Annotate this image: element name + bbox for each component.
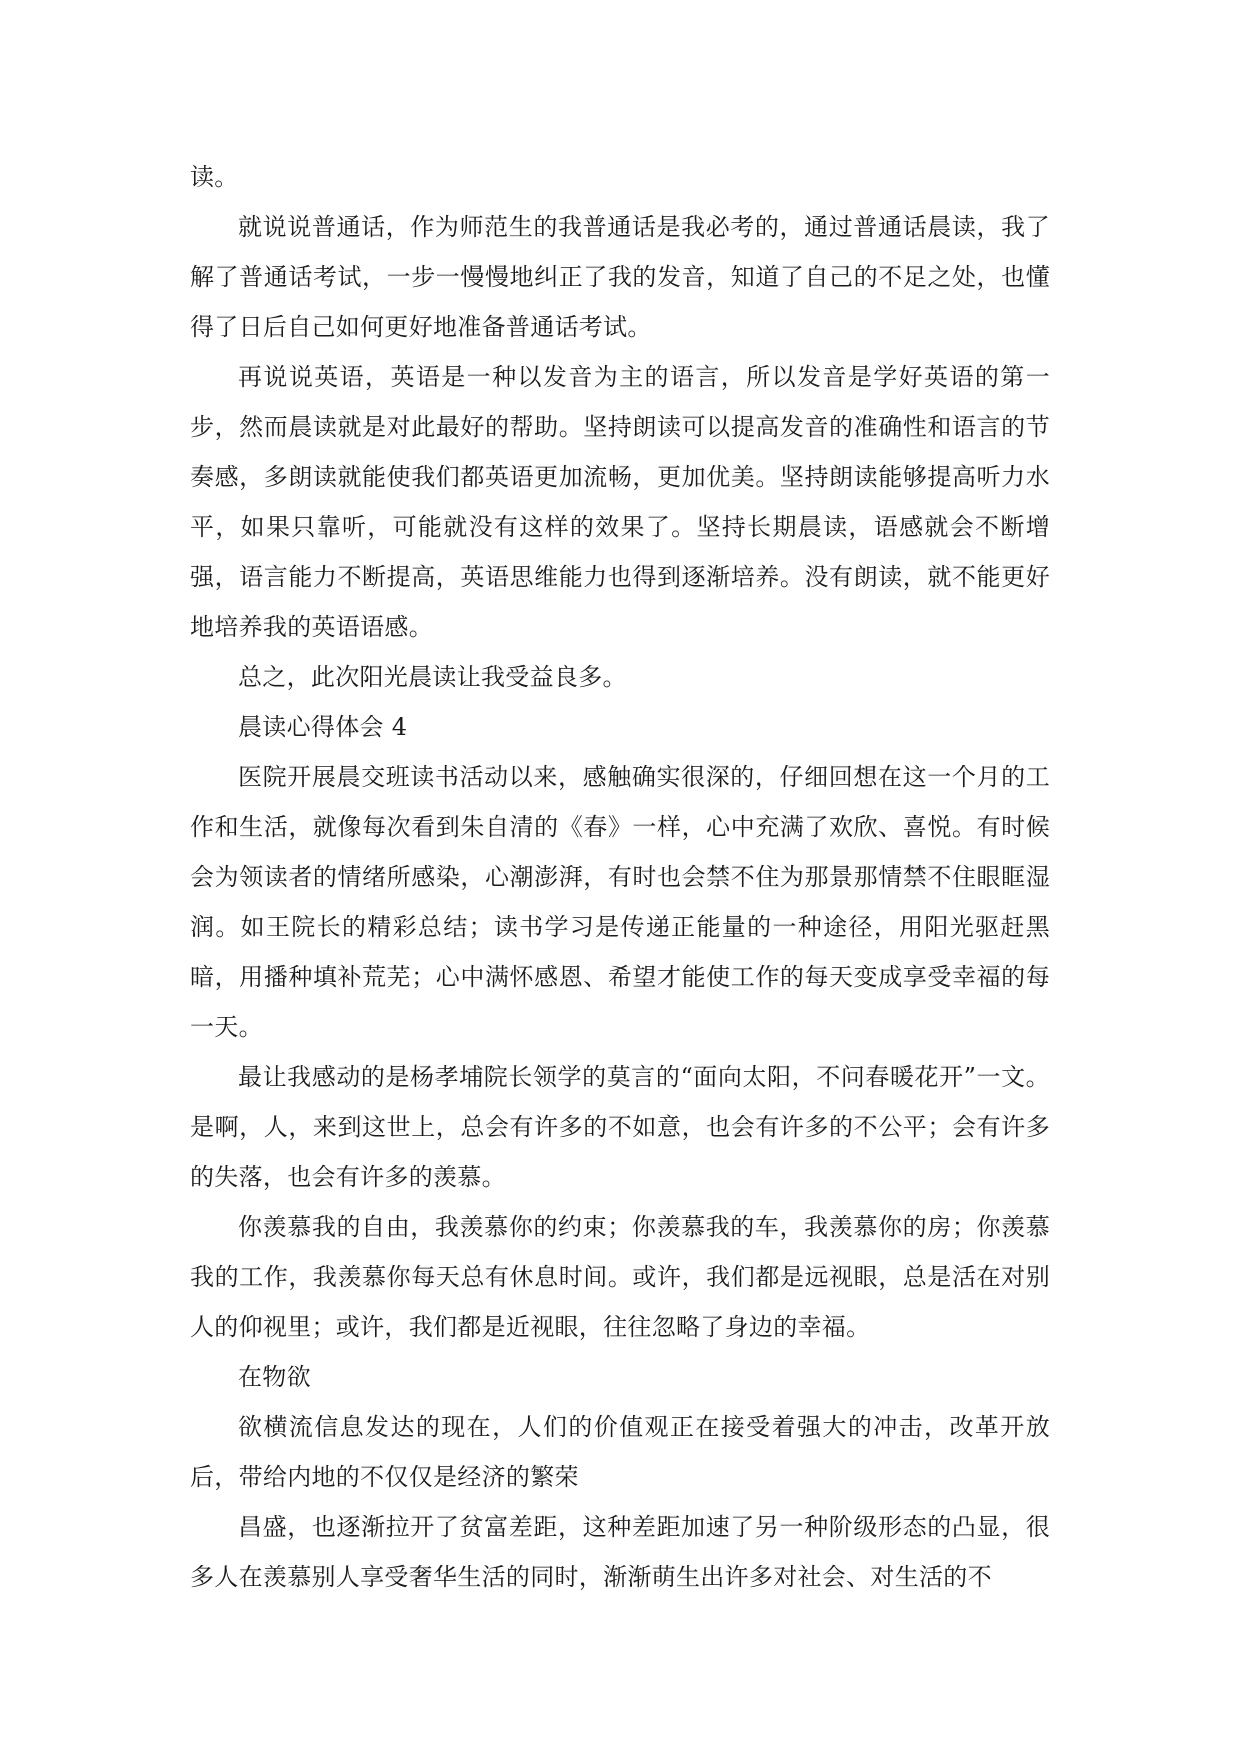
paragraph: 你羡慕我的自由，我羡慕你的约束；你羡慕我的车，我羡慕你的房；你羡慕我的工作，我羡慕你每天总有休息时间。或许，我们都是远视眼，总是活在对别人的仰视里；或许，我们都是近视眼，往往忽略了身边的幸福。 (190, 1213, 1050, 1341)
paragraph: 在物欲 (238, 1363, 311, 1391)
paragraph: 昌盛，也逐渐拉开了贫富差距，这种差距加速了另一种阶级形态的凸显，很多人在羡慕别人享受奢华生活的同时，渐渐萌生出许多对社会、对生活的不 (190, 1513, 1050, 1591)
paragraph: 总之，此次阳光晨读让我受益良多。 (238, 663, 627, 691)
paragraph: 读。 (190, 163, 239, 191)
paragraph: 欲横流信息发达的现在，人们的价值观正在接受着强大的冲击，改革开放后，带给内地的不仅仅是经济的繁荣 (190, 1413, 1050, 1491)
document-body (190, 152, 1050, 1602)
paragraph: 医院开展晨交班读书活动以来，感触确实很深的，仔细回想在这一个月的工作和生活，就像每次看到朱自清的《春》一样，心中充满了欢欣、喜悦。有时候会为领读者的情绪所感染，心潮澎湃，有时也会禁不住为那景那情禁不住眼眶湿润。如王院长的精彩总结；读书学习是传递正能量的一种途径，用阳光驱赶黑暗，用播种填补荒芜；心中满怀感恩、希望才能使工作的每天变成享受幸福的每一天。 (190, 763, 1050, 1041)
paragraph: 再说说英语，英语是一种以发音为主的语言，所以发音是学好英语的第一步，然而晨读就是对此最好的帮助。坚持朗读可以提高发音的准确性和语言的节奏感，多朗读就能使我们都英语更加流畅，更加优美。坚持朗读能够提高听力水平，如果只靠听，可能就没有这样的效果了。坚持长期晨读，语感就会不断增强，语言能力不断提高，英语思维能力也得到逐渐培养。没有朗读，就不能更好地培养我的英语语感。 (190, 363, 1050, 641)
paragraph: 就说说普通话，作为师范生的我普通话是我必考的，通过普通话晨读，我了解了普通话考试，一步一慢慢地纠正了我的发音，知道了自己的不足之处，也懂得了日后自己如何更好地准备普通话考试。 (190, 213, 1050, 341)
section-heading: 晨读心得体会 4 (238, 713, 408, 741)
paragraph: 最让我感动的是杨孝埔院长领学的莫言的“面向太阳，不问春暖花开”一文。是啊，人，来到这世上，总会有许多的不如意，也会有许多的不公平；会有许多的失落，也会有许多的羡慕。 (190, 1063, 1050, 1191)
